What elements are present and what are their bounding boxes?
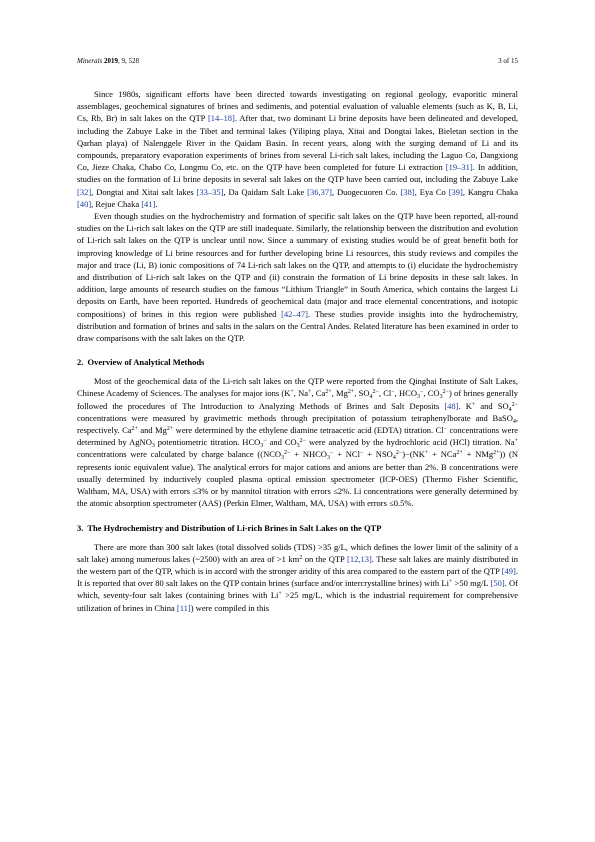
- citation-link[interactable]: [14–18]: [207, 113, 235, 124]
- hydrochemistry-paragraph: There are more than 300 salt lakes (total dissolved solids (TDS) >35 g/L, which defines the lower limit of the salinity of a salt lake) among numerous lakes (~2500) with an area of >1 $km^2$ on the QTP [12,13]. These salt lakes are mainly distributed in the western part of the QTP, which is in accord with the stronger aridity of this area compared to the eastern part of the QTP [49]. It is reported that over 80 salt lakes on the QTP contain brines (surface and/or intercrystalline brines) with Li+ >50 mg/L [50]. Of which, seventy-four salt lakes (containing brines with Li+ >25 mg/L, which is the industrial requirement for comprehensive utilization of brines in China [11]) were compiled in this: [77, 541, 518, 613]
- section-title: The Hydrochemistry and Distribution of Li-rich Brines in Salt Lakes on the QTP: [87, 522, 382, 533]
- citation-link[interactable]: [50]: [490, 578, 505, 589]
- citation-link[interactable]: [38]: [400, 186, 415, 197]
- section-heading-methods: [77, 356, 518, 368]
- citation-link[interactable]: [19–31]: [445, 162, 473, 173]
- citation-link[interactable]: [49]: [501, 565, 516, 576]
- citation-link[interactable]: [42–47]: [281, 308, 309, 319]
- article-body: [77, 88, 518, 614]
- citation-link[interactable]: [48]: [444, 400, 459, 411]
- citation-link[interactable]: [40]: [77, 198, 92, 209]
- intro-paragraph-2: Even though studies on the hydrochemistry and formation of specific salt lakes on the QTP have been reported, all-round studies on the Li-rich salt lakes on the QTP are still inadequate. Similarly, the relationship between the distribution and evolution of Li-rich salt lakes on the QTP is unclear until now. Since a summary of existing studies would be of great benefit both for improving knowledge of Li brine resources and for further developing brine Li resources, this study reviews and compiles the major and trace (Li, B) ionic compositions of 74 Li-rich salt lakes on the QTP, and attempts to (i) elucidate the hydrochemistry and distribution of Li-rich salt lakes on the QTP and (ii) constrain the formation of Li brine deposits in these salt lakes. In addition, large amounts of research studies on the famous “Lithium Triangle” in South America, which contains the largest Li deposits on Earth, have been reported. Hundreds of geochemical data (major and trace elemental concentrations, and isotopic compositions) of brines in this region were published [42–47]. These studies provide insights into the hydrochemistry, distribution and formation of brines and salts in the salars on the Central Andes. Related literature has been examined in order to draw comparisons with the salt lakes on the QTP.: [77, 211, 518, 344]
- citation-link[interactable]: [11]: [176, 602, 191, 613]
- section-heading-hydrochemistry: [77, 522, 518, 534]
- citation-link[interactable]: [36,37]: [307, 186, 332, 197]
- methods-paragraph: Most of the geochemical data of the Li-rich salt lakes on the QTP were reported from the Qinghai Institute of Salt Lakes, Chinese Academy of Sciences. The analyses for major ions (K+, Na+, $Ca^{2+}$, $Mg^{2+}$, $SO_4^{2-}$, Cl−, $HCO_3^-$, $CO_3^{2-}$) of brines generally followed the procedures of The Introduction to Analyzing Methods of Brines and Salt Deposits [48]. K+ and $SO_4^{2-}$ concentrations were measured by gravimetric methods through precipitation of potassium tetraphenylborate and BaSO$_4$, respectively. $Ca^{2+}$ and $Mg^{2+}$ were determined by the ethylene diamine tetraacetic acid (EDTA) titration. Cl− concentrations were determined by AgNO$_3$ potentiometric titration. $HCO_3^-$ and $CO_3^{2-}$ were analyzed by the hydrochloric acid (HCl) titration. Na+ concentrations were calculated by charge balance (($NCO_3^{2-}$ + $NHCO_3^- + NCl^- + NSO_4^{2-})-(NK^+ + NCa^{2+} + NMg^{2+})$) (N represents ionic equivalent value). The analytical errors for major cations and anions are better than 2%. B concentrations were usually determined by inductively coupled plasma optical emission spectrometer (ICP-OES) (Thermo Fisher Scientific, Waltham, MA, USA) with errors ≤3% or by mannitol titration with errors ≤2%. Li concentrations were generally determined by the atomic absorption spectrometer (AAS) (Perkin Elmer, Waltham, MA, USA) with errors ≤0.5%.: [77, 376, 519, 509]
- section-number: 3.: [77, 522, 84, 533]
- intro-paragraph-1: Since 1980s, significant efforts have been directed towards investigating on regional geology, evaporitic mineral assemblages, geochemical signatures of brines and sediments, and potential evaluation of valuable elements (such as K, B, Li, Cs, Rb, Br) in salt lakes on the QTP [14–18]. After that, two dominant Li brine deposits have been delineated and developed, including the Zabuye Lake in the Tibet and terminal lakes (Yiliping playa, Xitai and Dongtai lakes, Bieletan section in the Qarhan playa) of Nalenggele River in the Qaidam Basin. In recent years, along with the surging demand of Li and its compounds, preparatory evaporation experiments of brines from several Li-rich salt lakes, including the Laguo Co, Dangxiong Co, Jieze Chaka, Chabo Co, Longmu Co, etc. on the QTP have been completed for future Li extraction [19–31]. In addition, studies on the formation of Li brine deposits in several salt lakes on the QTP have been carried out, including the Zabuye Lake [32], Dongtai and Xitai salt lakes [33–35], Da Qaidam Salt Lake [36,37], Duogecuoren Co. [38], Eya Co [39], Kangru Chaka [40], Rejue Chaka [41].: [77, 89, 518, 209]
- citation-link[interactable]: [39]: [448, 186, 463, 197]
- journal-year: 2019: [104, 57, 119, 65]
- journal-volume-pages: , 9, 528: [118, 57, 140, 65]
- running-header: [77, 56, 518, 66]
- journal-name: Minerals: [77, 57, 103, 65]
- section-number: 2.: [77, 357, 84, 368]
- citation-link[interactable]: [41]: [141, 198, 156, 209]
- citation-link[interactable]: [12,13]: [347, 553, 372, 564]
- citation-link[interactable]: [32]: [77, 186, 92, 197]
- journal-citation: [77, 56, 139, 66]
- page-number: 3 of 15: [498, 57, 518, 65]
- citation-link[interactable]: [33–35]: [196, 186, 224, 197]
- section-title: Overview of Analytical Methods: [87, 357, 205, 368]
